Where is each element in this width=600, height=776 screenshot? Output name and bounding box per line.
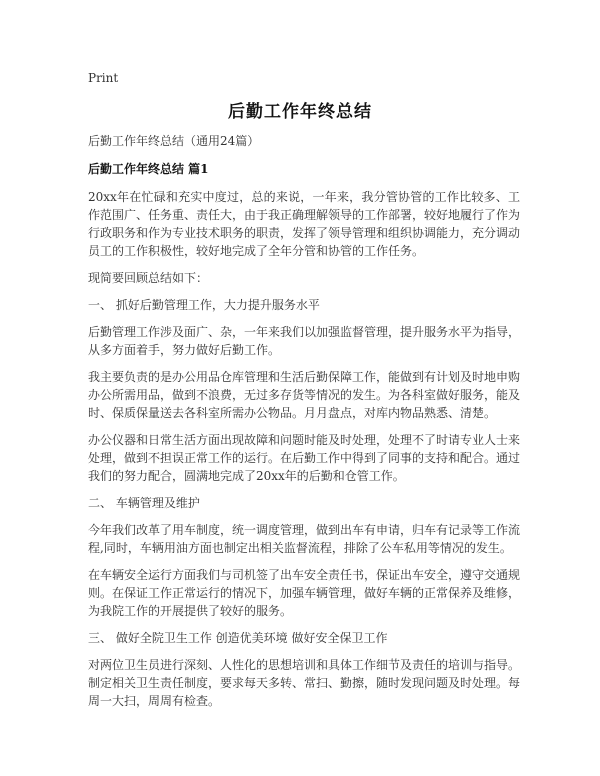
document-subtitle: 后勤工作年终总结（通用24篇）: [88, 134, 260, 148]
paragraph: 现简要回顾总结如下：: [88, 271, 209, 285]
subsection-heading: 二、 车辆管理及维护: [88, 496, 200, 510]
subsection-heading: 三、 做好全院卫生工作 创造优美环境 做好安全保卫工作: [88, 631, 388, 645]
paragraph: 办公仪器和日常生活方面出现故障和问题时能及时处理，处理不了时请专业人士来处理，做到不担误正常工作的运行。在后勤工作中得到了同事的支持和配合。通过我们的努力配合，圆满地完成了20xx年的后勤和仓管工作。: [88, 433, 521, 483]
section-heading: 后勤工作年终总结 篇1: [88, 162, 209, 176]
paragraph: 我主要负责的是办公用品仓库管理和生活后勤保障工作，能做到有计划及时地申购办公所需用品，做到不浪费，无过多存货等情况的发生。为各科室做好服务，能及时、保质保量送去各科室所需办公物品。月月盘点，对库内物品熟悉、清楚。: [88, 370, 521, 420]
document-title: 后勤工作年终总结: [228, 102, 372, 122]
document-body: [88, 132, 520, 719]
paragraph: 20xx年在忙碌和充实中度过，总的来说，一年来，我分管协管的工作比较多、工作范围广、任务重、责任大，由于我正确理解领导的工作部署，较好地履行了作为行政职务和作为专业技术职务的职责，发挥了领导管理和组织协调能力，充分调动员工的工作积极性，较好地完成了全年分管和协管的工作任务。: [88, 190, 521, 258]
paragraph: 后勤管理工作涉及面广、杂，一年来我们以加强监督管理，提升服务水平为指导，从多方面着手，努力做好后勤工作。: [88, 325, 521, 357]
print-link[interactable]: Print: [88, 71, 119, 85]
subsection-heading: 一、 抓好后勤管理工作，大力提升服务水平: [88, 298, 320, 312]
paragraph: 对两位卫生员进行深刻、人性化的思想培训和具体工作细节及责任的培训与指导。制定相关卫生责任制度，要求每天多转、常扫、勤擦，随时发现问题及时处理。每周一大扫，周周有检查。: [88, 658, 521, 708]
paragraph: 在车辆安全运行方面我们与司机签了出车安全责任书，保证出车安全，遵守交通规则。在保证工作正常运行的情况下，加强车辆管理，做好车辆的正常保养及维修，为我院工作的开展提供了较好的服务。: [88, 568, 521, 618]
paragraph: 今年我们改革了用车制度，统一调度管理，做到出车有申请，归车有记录等工作流程,同时，车辆用油方面也制定出相关监督流程，排除了公车私用等情况的发生。: [88, 523, 521, 555]
